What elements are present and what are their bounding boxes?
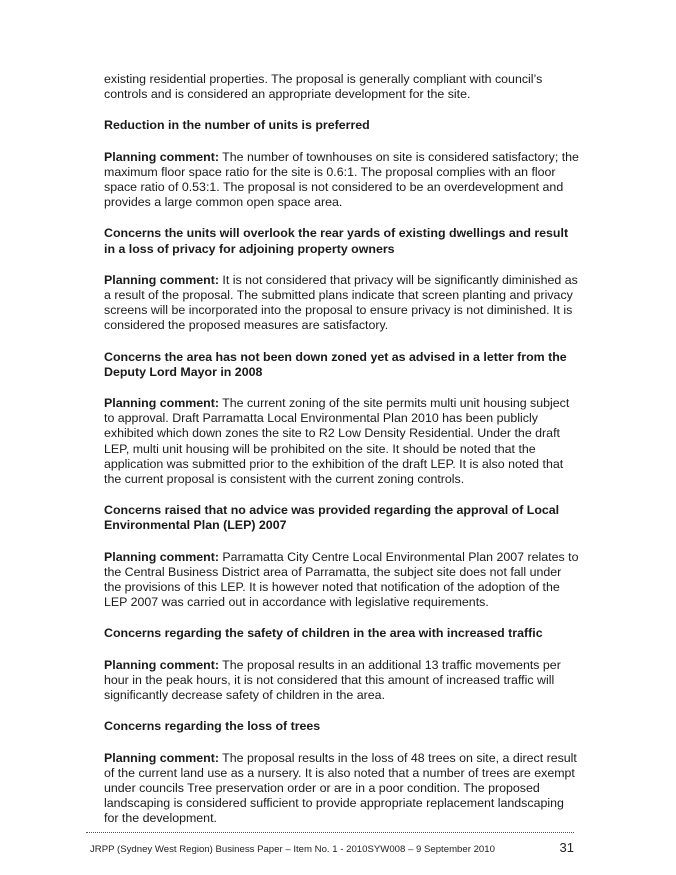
comment-text: The number of townhouses on site is considered satisfactory; the maximum floor space ratio for the site is 0.6:1. The proposal complies with an floor space ratio of 0.53:1. The proposal is not considered to be an overdevelopment and provides a large common open space area.: [104, 149, 579, 210]
comment-label: Planning comment:: [104, 396, 219, 411]
planning-comment: [104, 150, 580, 211]
planning-comment: [104, 658, 580, 704]
section-privacy: [104, 226, 580, 333]
section-heading: Concerns regarding the loss of trees: [104, 719, 321, 734]
planning-comment: [104, 273, 580, 334]
section-trees: [104, 719, 580, 826]
section-units: [104, 118, 580, 210]
section-traffic: [104, 626, 580, 703]
planning-comment: [104, 396, 580, 487]
section-heading: Concerns the area has not been down zoned yet as advised in a letter from the Deputy Lord Mayor in 2008: [104, 349, 567, 379]
comment-text: The proposal results in an additional 13 traffic movements per hour in the peak hours, it is not considered that this amount of increased traffic will significantly decrease safety of children in the area.: [104, 657, 561, 703]
footer-text: JRPP (Sydney West Region) Business Paper – Item No. 1 - 2010SYW008 – 9 September 2010: [90, 844, 495, 855]
comment-text: The proposal results in the loss of 48 trees on site, a direct result of the current land use as a nursery. It is also noted that a number of trees are exempt under councils Tree preservation order or are in a poor condition. The proposed landscaping is considered sufficient to provide appropriate replacement landscaping for the development.: [104, 750, 577, 826]
comment-text: It is not considered that privacy will be significantly diminished as a result of the proposal. The submitted plans indicate that screen planting and privacy screens will be incorporated into the proposal to ensure privacy is not diminished. It is considered the proposed measures are satisfactory.: [104, 272, 578, 333]
comment-label: Planning comment:: [104, 750, 219, 765]
comment-text: The current zoning of the site permits multi unit housing subject to approval. Draft Parramatta Local Environmental Plan 2010 has been publicly exhibited which down zones the site to R2 Low Density Residential. Under the draft LEP, multi unit housing will be prohibited on the site. It should be noted that the application was submitted prior to the exhibition of the draft LEP. It is also noted that the current proposal is consistent with the current zoning controls.: [104, 396, 570, 487]
section-heading: Concerns regarding the safety of children in the area with increased traffic: [104, 626, 543, 641]
document-body: [104, 72, 580, 827]
comment-label: Planning comment:: [104, 657, 219, 672]
planning-comment: [104, 751, 580, 827]
intro-paragraph: existing residential properties. The proposal is generally compliant with council’s controls and is considered an appropriate development for the site.: [104, 72, 543, 102]
comment-label: Planning comment:: [104, 149, 219, 164]
section-zoning: [104, 350, 580, 488]
page-number: 31: [559, 840, 574, 855]
comment-label: Planning comment:: [104, 272, 219, 287]
section-heading: Concerns raised that no advice was provided regarding the approval of Local Environmental Plan (LEP) 2007: [104, 503, 560, 533]
planning-comment: [104, 550, 580, 611]
section-lep: [104, 503, 580, 610]
comment-label: Planning comment:: [104, 549, 219, 564]
section-heading: Concerns the units will overlook the rear yards of existing dwellings and result in a loss of privacy for adjoining property owners: [104, 226, 569, 256]
page-footer: [86, 832, 574, 855]
comment-text: Parramatta City Centre Local Environmental Plan 2007 relates to the Central Business District area of Parramatta, the subject site does not fall under the provisions of this LEP. It is however noted that notification of the adoption of the LEP 2007 was carried out in accordance with legislative requirements.: [104, 549, 579, 610]
section-heading: Reduction in the number of units is preferred: [104, 118, 370, 133]
